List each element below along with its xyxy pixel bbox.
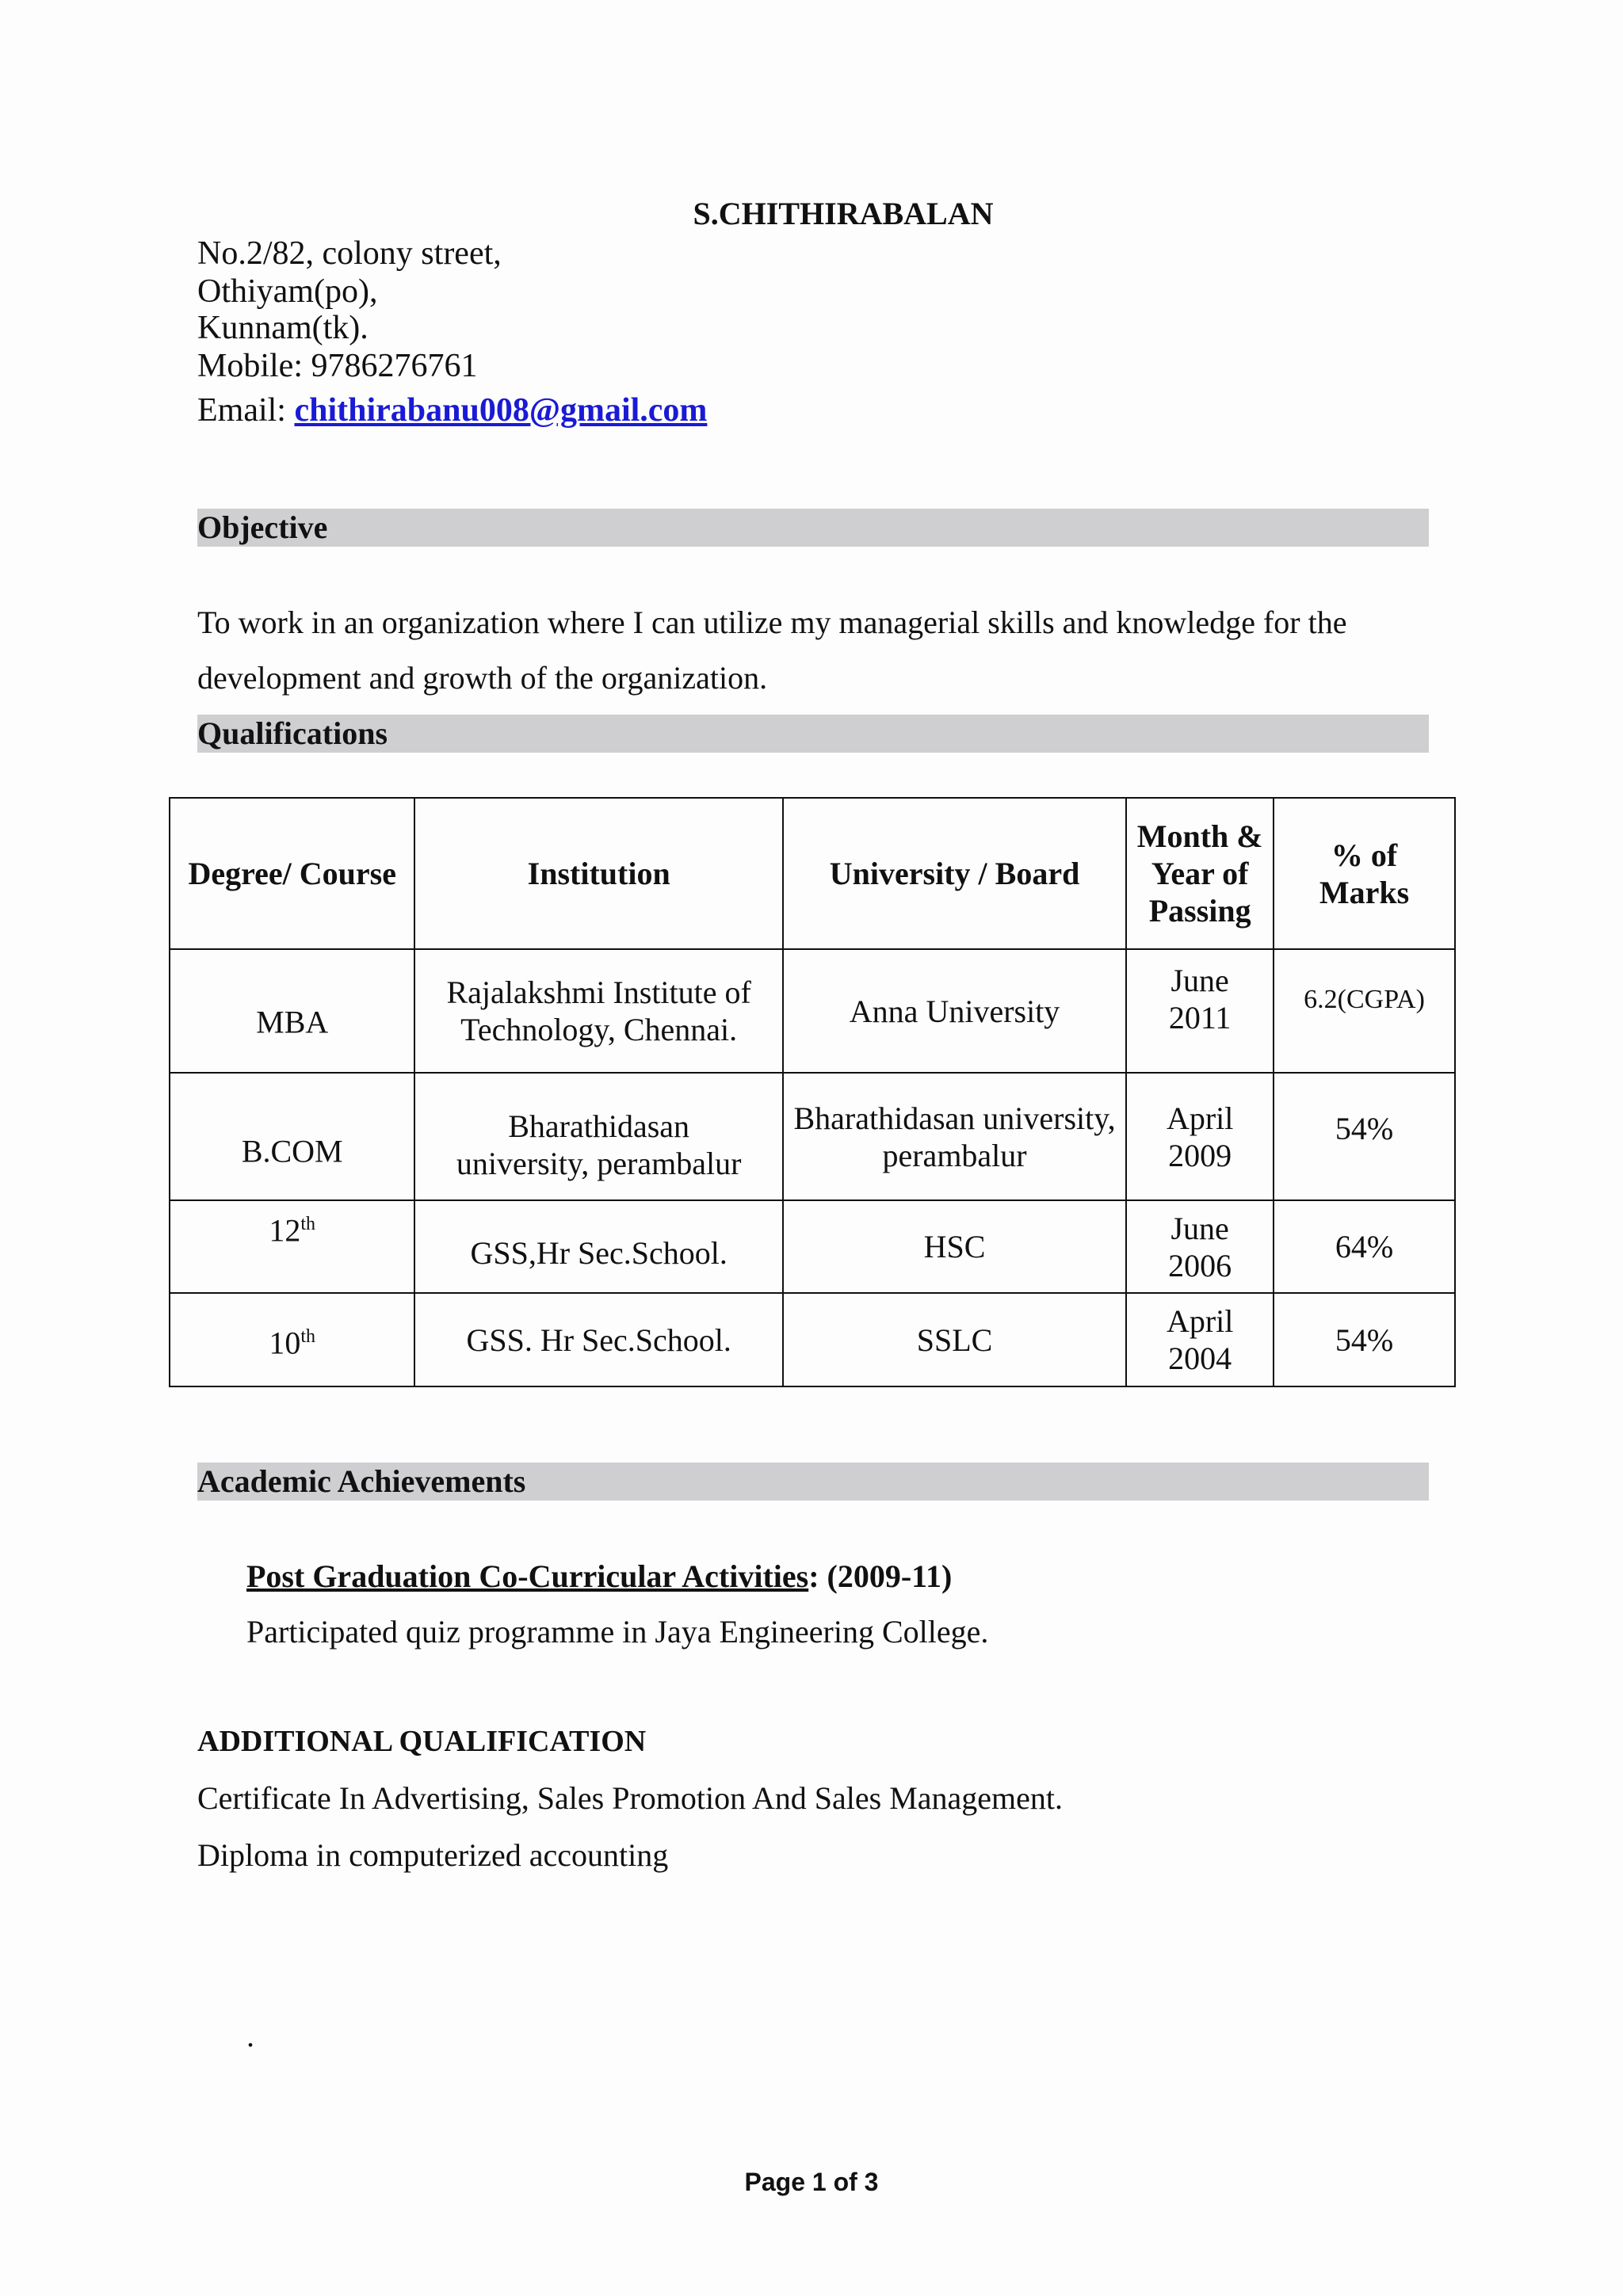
- address-line-1: No.2/82, colony street,: [197, 235, 502, 272]
- column-header: Month & Year of Passing: [1126, 798, 1274, 949]
- institution-cell: GSS. Hr Sec.School.: [414, 1293, 782, 1386]
- board-cell: Bharathidasan university, perambalur: [783, 1073, 1126, 1200]
- institution-cell: Rajalakshmi Institute of Technology, Chennai.: [414, 949, 782, 1073]
- pg-activities-years: : (2009-11): [808, 1558, 953, 1594]
- board-cell: SSLC: [783, 1293, 1126, 1386]
- objective-section-bar: [197, 509, 1429, 547]
- candidate-name: S.CHITHIRABALAN: [693, 196, 994, 231]
- qualifications-heading: Qualifications: [197, 715, 388, 751]
- passing-cell: June 2006: [1126, 1200, 1274, 1293]
- table-row: [170, 1073, 1455, 1200]
- academic-heading: Academic Achievements: [197, 1463, 526, 1499]
- mobile-number: Mobile: 9786276761: [197, 348, 478, 384]
- passing-cell: April 2009: [1126, 1073, 1274, 1200]
- institution-cell: Bharathidasan university, perambalur: [414, 1073, 782, 1200]
- table-row: [170, 1293, 1455, 1386]
- page-footer: Page 1 of 3: [744, 2168, 879, 2196]
- qualifications-table: [169, 797, 1456, 1387]
- degree-cell: 12th: [170, 1200, 414, 1293]
- degree-cell: MBA: [170, 949, 414, 1073]
- additional-qualification-heading: ADDITIONAL QUALIFICATION: [197, 1725, 647, 1758]
- pg-activities-heading: [246, 1558, 952, 1595]
- column-header: Degree/ Course: [170, 798, 414, 949]
- marks-cell: 64%: [1274, 1200, 1455, 1293]
- column-header: University / Board: [783, 798, 1126, 949]
- passing-cell: April 2004: [1126, 1293, 1274, 1386]
- additional-qualification-item: Diploma in computerized accounting: [197, 1837, 669, 1873]
- email-link[interactable]: chithirabanu008@gmail.com: [294, 392, 708, 429]
- pg-activities-title: Post Graduation Co-Curricular Activities: [246, 1558, 809, 1594]
- marks-cell: 54%: [1274, 1073, 1455, 1200]
- table-row: [170, 1200, 1455, 1293]
- degree-cell: 10th: [170, 1293, 414, 1386]
- table-row: [170, 949, 1455, 1073]
- institution-cell: GSS,Hr Sec.School.: [414, 1200, 782, 1293]
- objective-heading: Objective: [197, 509, 328, 545]
- board-cell: Anna University: [783, 949, 1126, 1073]
- marks-cell: 54%: [1274, 1293, 1455, 1386]
- address-line-2: Othiyam(po),: [197, 273, 378, 310]
- stray-mark: .: [246, 2018, 254, 2054]
- additional-qualification-item: Certificate In Advertising, Sales Promotion And Sales Management.: [197, 1780, 1064, 1816]
- email-label: Email:: [197, 392, 295, 429]
- qualifications-section-bar: [197, 715, 1429, 753]
- degree-cell: B.COM: [170, 1073, 414, 1200]
- table-header-row: [170, 798, 1455, 949]
- objective-text: To work in an organization where I can utilize my managerial skills and knowledge for the development and growth of the organization.: [197, 605, 1347, 696]
- passing-cell: June 2011: [1126, 949, 1274, 1073]
- academic-section-bar: [197, 1463, 1429, 1501]
- board-cell: HSC: [783, 1200, 1126, 1293]
- email-row: [197, 391, 707, 429]
- column-header: % of Marks: [1274, 798, 1455, 949]
- marks-cell: 6.2(CGPA): [1274, 949, 1455, 1073]
- column-header: Institution: [414, 798, 782, 949]
- pg-activities-text: Participated quiz programme in Jaya Engineering College.: [246, 1614, 989, 1650]
- address-line-3: Kunnam(tk).: [197, 310, 369, 346]
